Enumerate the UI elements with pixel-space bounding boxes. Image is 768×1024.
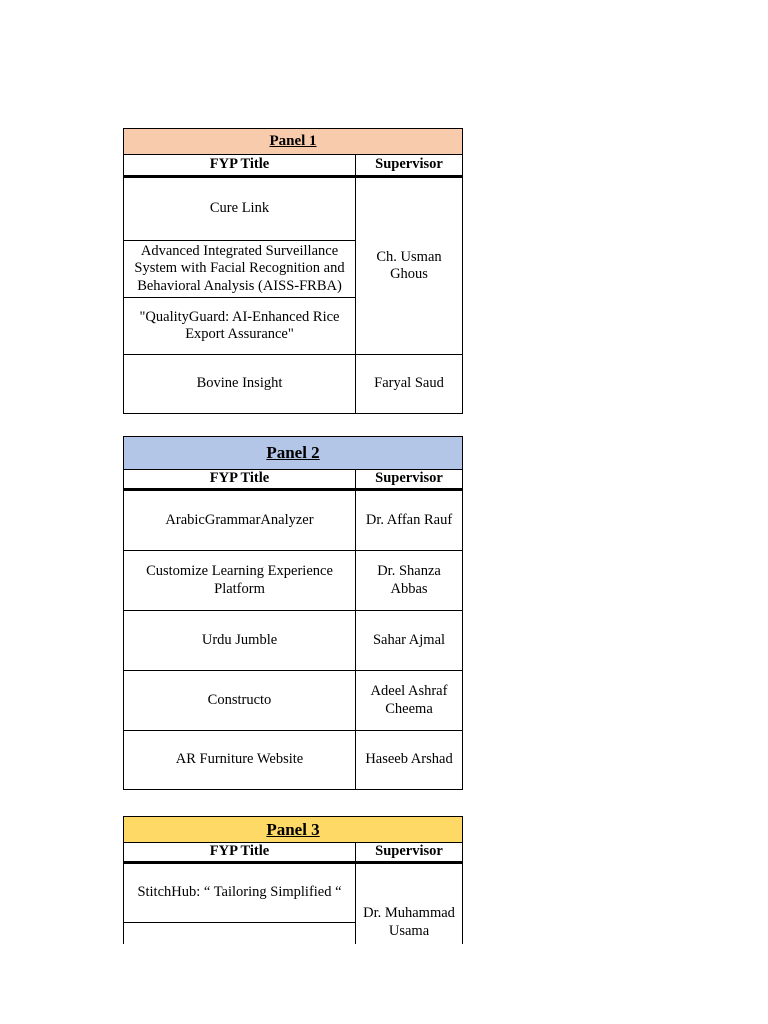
panel-1-table — [123, 128, 463, 414]
supervisor-cell: Faryal Saud — [356, 355, 463, 414]
fyp-title-cell: Bovine Insight — [124, 355, 356, 414]
fyp-title-cell: "QualityGuard: AI-Enhanced Rice Export Assurance" — [124, 298, 356, 355]
supervisor-cell: Sahar Ajmal — [356, 611, 463, 671]
supervisor-cell: Dr. Shanza Abbas — [356, 551, 463, 611]
column-header-fyp-title: FYP Title — [124, 843, 356, 863]
column-header-fyp-title: FYP Title — [124, 470, 356, 490]
supervisor-cell: Adeel Ashraf Cheema — [356, 671, 463, 731]
table-row — [124, 671, 463, 731]
fyp-title-cell: Customize Learning Experience Platform — [124, 551, 356, 611]
fyp-title-cell: Urdu Jumble — [124, 611, 356, 671]
table-row — [124, 490, 463, 551]
supervisor-cell: Ch. Usman Ghous — [356, 177, 463, 355]
table-row — [124, 863, 463, 923]
fyp-title-cell: Advanced Integrated Surveillance System with Facial Recognition and Behavioral Analysis (AISS-FRBA) — [124, 241, 356, 298]
panel-title: Panel 3 — [124, 817, 463, 843]
fyp-title-cell: Cure Link — [124, 177, 356, 241]
table-row — [124, 355, 463, 414]
column-header-fyp-title: FYP Title — [124, 155, 356, 177]
panel-title: Panel 1 — [124, 129, 463, 155]
supervisor-cell: Dr. Affan Rauf — [356, 490, 463, 551]
table-row — [124, 611, 463, 671]
column-header-supervisor: Supervisor — [356, 843, 463, 863]
column-header-supervisor: Supervisor — [356, 470, 463, 490]
supervisor-cell: Dr. Muhammad Usama — [356, 863, 463, 982]
fyp-title-cell: AR Furniture Website — [124, 731, 356, 790]
page-bottom-margin — [100, 944, 500, 1024]
fyp-title-cell: ArabicGrammarAnalyzer — [124, 490, 356, 551]
fyp-title-cell: Constructo — [124, 671, 356, 731]
fyp-title-cell: StitchHub: “ Tailoring Simplified “ — [124, 863, 356, 923]
panel-title: Panel 2 — [124, 437, 463, 470]
supervisor-cell: Haseeb Arshad — [356, 731, 463, 790]
table-row — [124, 731, 463, 790]
panel-2-table — [123, 436, 463, 790]
column-header-supervisor: Supervisor — [356, 155, 463, 177]
table-row — [124, 177, 463, 241]
table-row — [124, 551, 463, 611]
